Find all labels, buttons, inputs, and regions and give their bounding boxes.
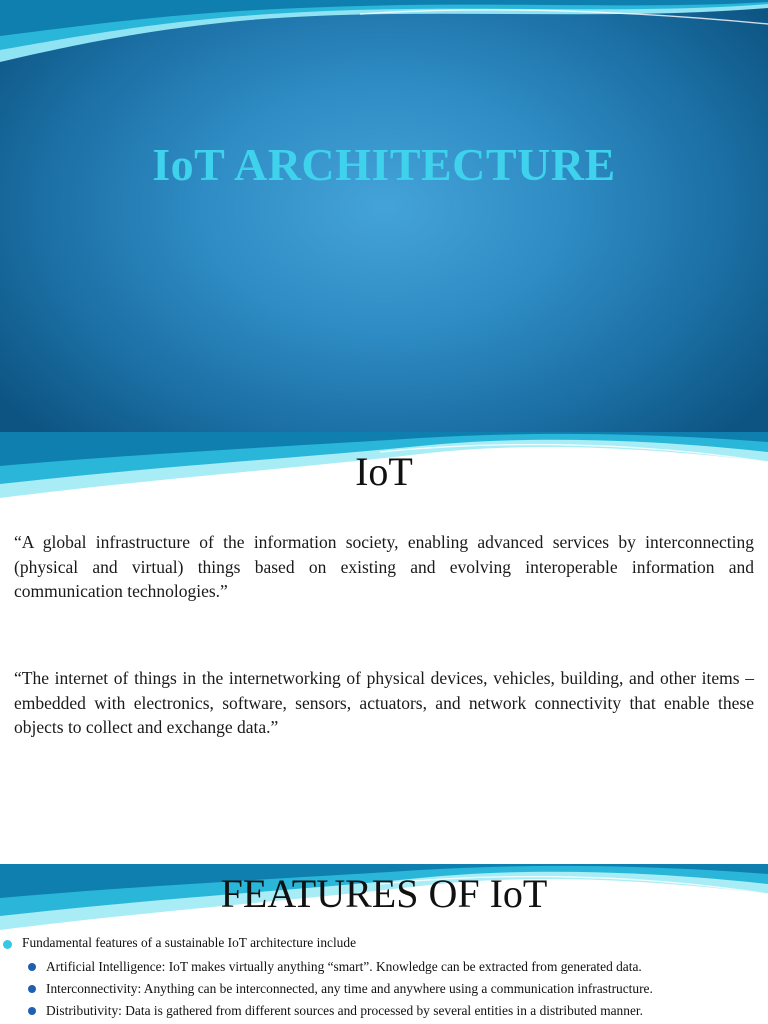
definition-quote: “The internet of things in the internetworking of physical devices, vehicles, building, and other items – embedded with electronics, software, sensors, actuators, and network connectivity that enable these objects to collect and exchange data.” [14, 668, 754, 737]
definition-slide [0, 432, 768, 864]
header-wave [0, 0, 768, 70]
definition-quote: “A global infrastructure of the information society, enabling advanced services by interconnecting (physical and virtual) things based on existing and evolving interoperable information and communication technologies.” [14, 532, 754, 601]
feature-item: Distributivity: Data is gathered from different sources and processed by several entities in a distributed manner. [46, 1003, 643, 1018]
bullet-icon [3, 940, 12, 949]
title-slide [0, 0, 768, 432]
features-slide [0, 864, 768, 1024]
features-intro: Fundamental features of a sustainable IoT architecture include [22, 935, 357, 950]
slide-title: IoT [355, 449, 413, 494]
bullet-icon [28, 985, 36, 993]
feature-item: Artificial Intelligence: IoT makes virtually anything “smart”. Knowledge can be extracted from generated data. [46, 959, 642, 974]
feature-item: Interconnectivity: Anything can be interconnected, any time and anywhere using a communication infrastructure. [46, 981, 653, 996]
slide-title: IoT ARCHITECTURE [152, 139, 616, 190]
bullet-icon [28, 963, 36, 971]
slide-title: FEATURES OF IoT [220, 871, 548, 916]
bullet-icon [28, 1007, 36, 1015]
